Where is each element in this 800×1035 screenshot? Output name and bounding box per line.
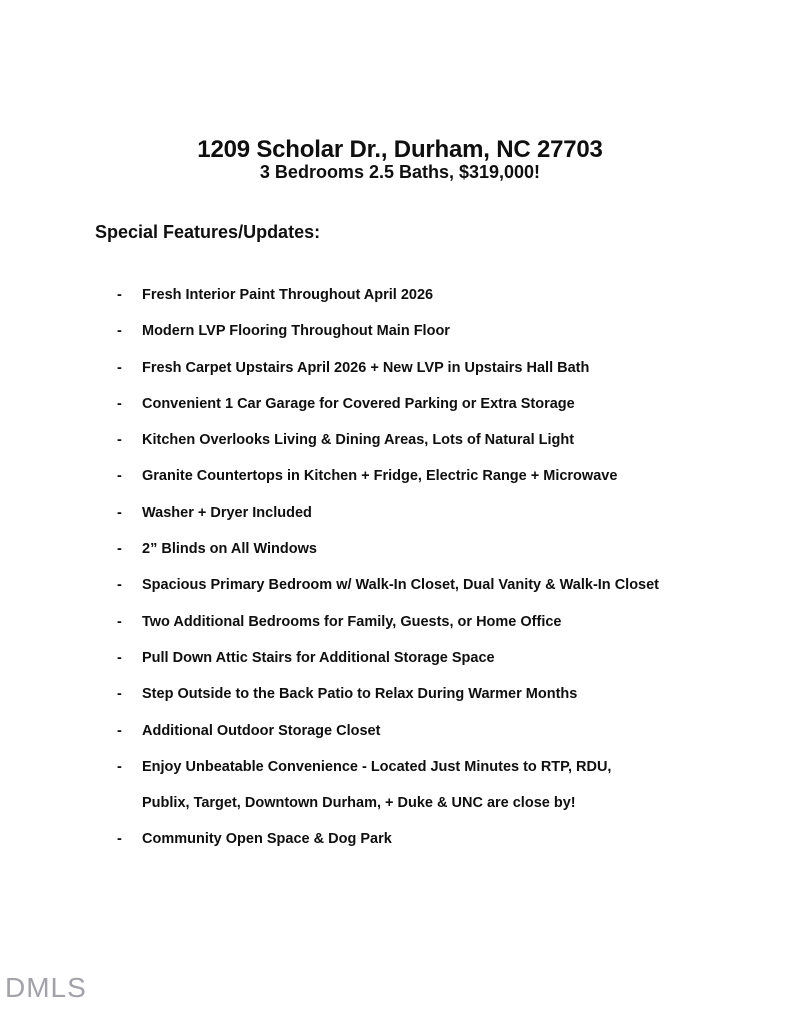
feature-text: Step Outside to the Back Patio to Relax During Warmer Months	[142, 686, 578, 703]
section-heading: Special Features/Updates:	[95, 222, 321, 242]
page-subtitle: 3 Bedrooms 2.5 Baths, $319,000!	[259, 162, 541, 182]
page-title: 1209 Scholar Dr., Durham, NC 27703	[197, 136, 603, 163]
feature-text: Pull Down Attic Stairs for Additional Storage Space	[142, 649, 495, 666]
feature-item	[117, 567, 780, 603]
feature-item	[117, 713, 780, 749]
watermark: DMLS	[5, 972, 87, 1003]
feature-text: Additional Outdoor Storage Closet	[142, 722, 381, 739]
feature-item	[117, 640, 780, 676]
feature-item	[117, 422, 780, 458]
bullet-dash: -	[117, 541, 122, 558]
bullet-dash: -	[117, 468, 122, 485]
feature-item	[117, 676, 780, 712]
bullet-dash: -	[117, 686, 122, 703]
feature-text: Granite Countertops in Kitchen + Fridge, Electric Range + Microwave	[142, 468, 618, 485]
bullet-dash: -	[117, 722, 122, 739]
feature-item	[117, 350, 780, 386]
feature-text: Modern LVP Flooring Throughout Main Floor	[142, 323, 450, 340]
feature-item	[117, 495, 780, 531]
bullet-dash: -	[117, 831, 122, 848]
bullet-dash: -	[117, 432, 122, 449]
bullet-dash: -	[117, 323, 122, 340]
feature-item	[117, 821, 780, 857]
bullet-dash: -	[117, 649, 122, 666]
feature-text: Enjoy Unbeatable Convenience - Located Just Minutes to RTP, RDU,	[142, 758, 612, 775]
feature-item	[117, 531, 780, 567]
feature-text: 2” Blinds on All Windows	[142, 541, 317, 558]
bullet-dash: -	[117, 577, 122, 594]
feature-item	[117, 313, 780, 349]
feature-text: Kitchen Overlooks Living & Dining Areas, Lots of Natural Light	[142, 432, 575, 449]
feature-text: Convenient 1 Car Garage for Covered Parking or Extra Storage	[142, 395, 575, 412]
feature-text: Washer + Dryer Included	[142, 504, 312, 521]
feature-item	[117, 749, 780, 785]
bullet-dash: -	[117, 287, 122, 303]
bullet-dash: -	[117, 758, 122, 775]
bullet-dash: -	[117, 613, 122, 630]
bullet-dash	[117, 785, 142, 821]
feature-item	[117, 386, 780, 422]
feature-text: Fresh Carpet Upstairs April 2026 + New LVP in Upstairs Hall Bath	[142, 359, 590, 376]
bullet-dash: -	[117, 504, 122, 521]
feature-text: Spacious Primary Bedroom w/ Walk-In Closet, Dual Vanity & Walk-In Closet	[142, 577, 660, 594]
bullet-dash: -	[117, 359, 122, 376]
features-list	[117, 277, 780, 858]
feature-text: Two Additional Bedrooms for Family, Guests, or Home Office	[142, 613, 562, 630]
feature-text: Fresh Interior Paint Throughout April 2026	[142, 287, 434, 303]
feature-item	[117, 277, 780, 313]
feature-text: Publix, Target, Downtown Durham, + Duke & UNC are close by!	[142, 795, 576, 812]
feature-item	[117, 604, 780, 640]
feature-item	[117, 458, 780, 494]
feature-text: Community Open Space & Dog Park	[142, 831, 392, 848]
bullet-dash: -	[117, 395, 122, 412]
feature-item-continuation	[117, 785, 780, 821]
